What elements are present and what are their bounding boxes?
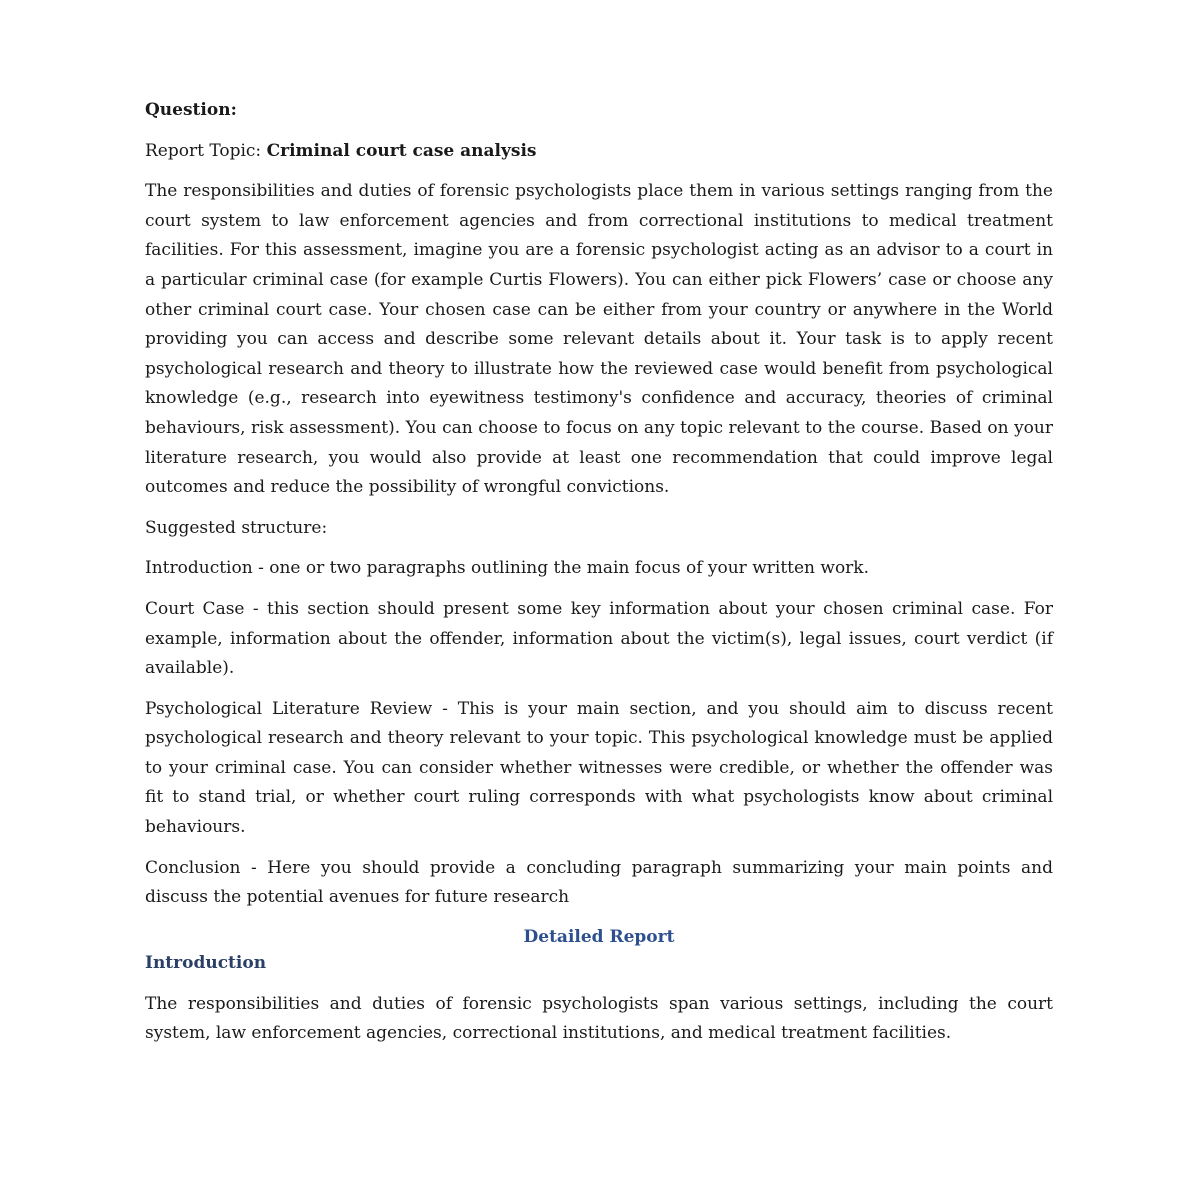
report-topic-value: Criminal court case analysis — [266, 140, 537, 161]
structure-item-literature-review: Psychological Literature Review - This is your main section, and you should aim to discuss recent psychological research and theory relevant to your topic. This psychological knowledge must be applied to your criminal case. You can consider whether witnesses were credible, or whether the offender was fit to stand trial, or whether court ruling corresponds with what psychologists know about criminal behaviours. — [145, 698, 1053, 838]
introduction-text: The responsibilities and duties of forensic psychologists span various settings, including the court system, law enforcement agencies, correctional institutions, and medical treatment facilities. — [145, 993, 1053, 1044]
structure-item-conclusion: Conclusion - Here you should provide a concluding paragraph summarizing your main points and discuss the potential avenues for future research — [145, 857, 1053, 908]
report-title: Detailed Report — [523, 926, 675, 947]
introduction-heading: Introduction — [145, 952, 267, 973]
question-label: Question: — [145, 100, 237, 120]
task-paragraph: The responsibilities and duties of forensic psychologists place them in various settings ranging from the court system to law enforcement agencies and from correctional institutions to medical treatment facilities. For this assessment, imagine you are a forensic psychologist acting as an advisor to a court in a particular criminal case (for example Curtis Flowers). You can either pick Flowers’ case or choose any other criminal court case. Your chosen case can be either from your country or anywhere in the World providing you can access and describe some relevant details about it. Your task is to apply recent psychological research and theory to illustrate how the reviewed case would benefit from psychological knowledge (e.g., research into eyewitness testimony's confidence and accuracy, theories of criminal behaviours, risk assessment). You can choose to focus on any topic relevant to the course. Based on your literature research, you would also provide at least one recommendation that could improve legal outcomes and reduce the possibility of wrongful convictions. — [145, 181, 1053, 498]
structure-label: Suggested structure: — [145, 517, 328, 538]
structure-item-court-case: Court Case - this section should present some key information about your chosen criminal case. For example, information about the offender, information about the victim(s), legal issues, court verdict (if available). — [145, 598, 1053, 679]
document-page — [145, 96, 1053, 1050]
structure-item-introduction: Introduction - one or two paragraphs outlining the main focus of your written work. — [145, 558, 870, 579]
report-topic — [145, 137, 1053, 167]
introduction-text-container — [145, 990, 1053, 1050]
report-topic-label: Report Topic: — [145, 140, 267, 161]
